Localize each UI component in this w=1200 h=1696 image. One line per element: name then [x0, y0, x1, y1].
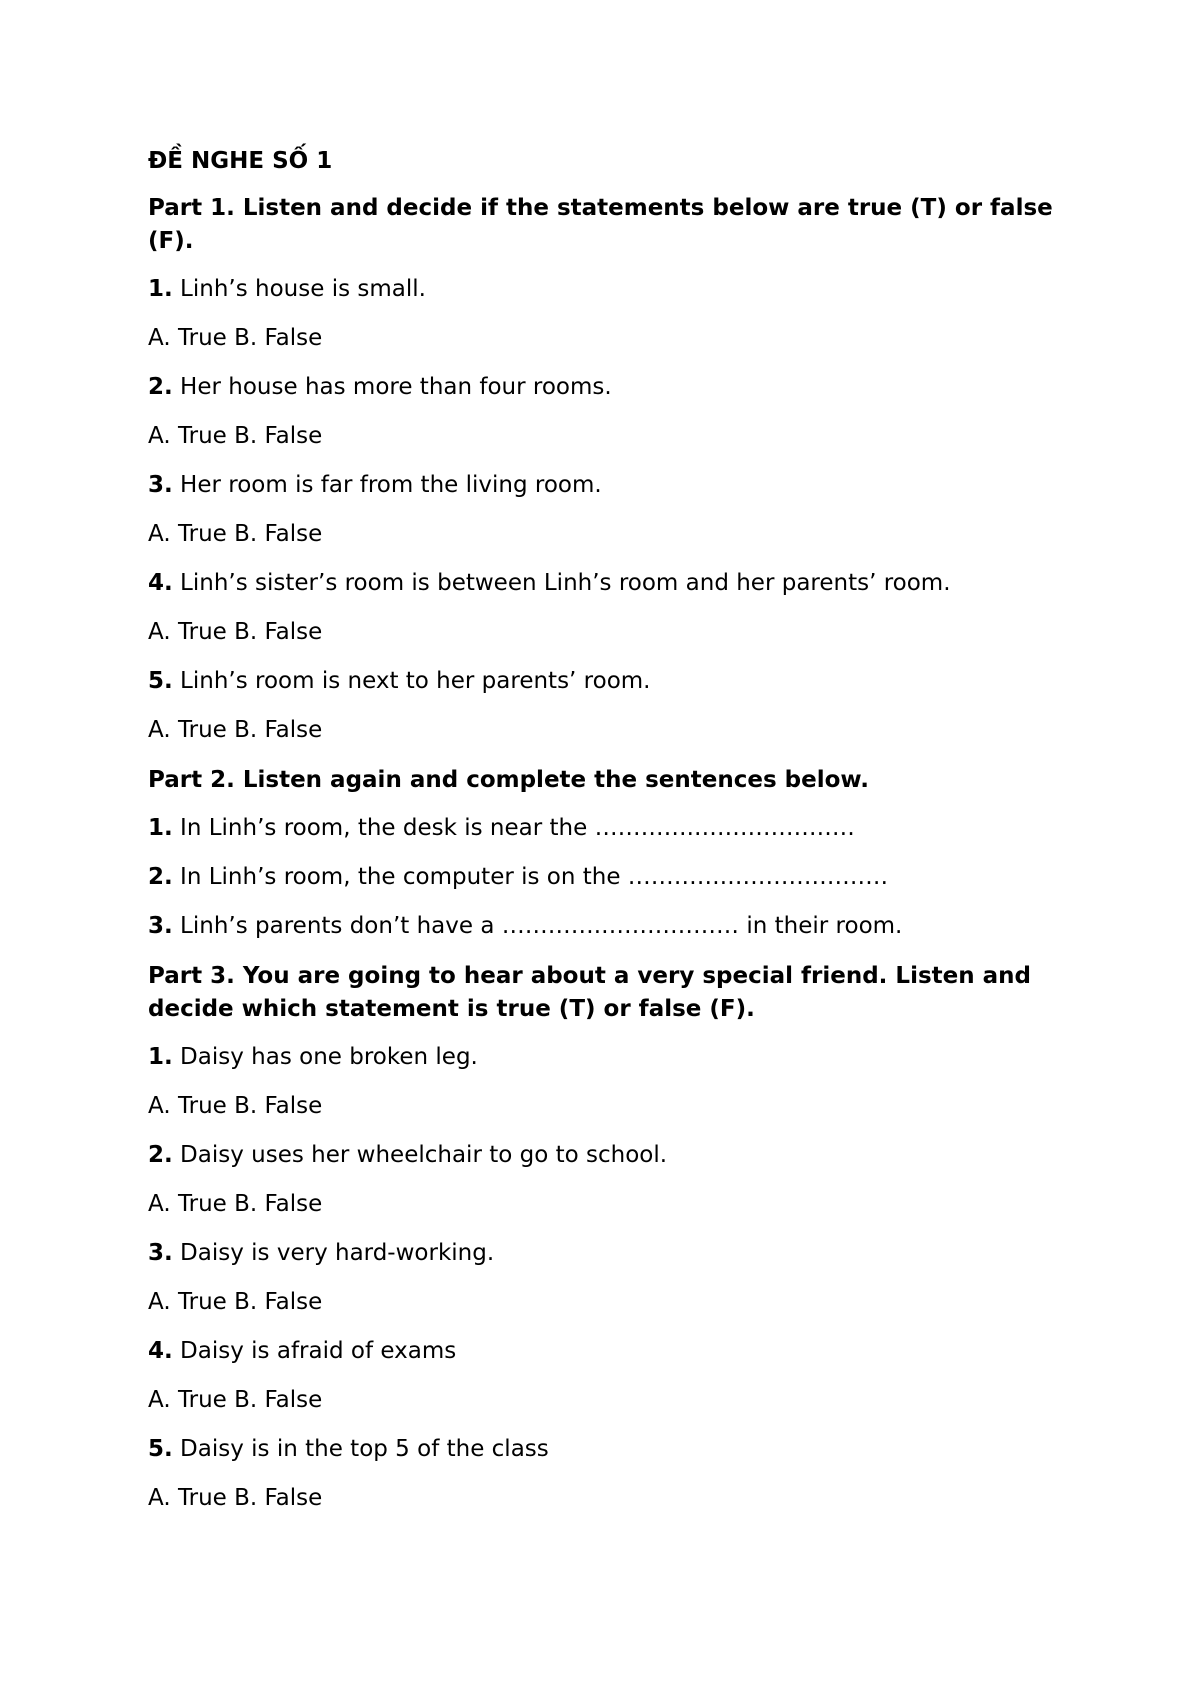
- part-3-heading: Part 3. You are going to hear about a very special friend. Listen and decide which statement is true (T) or false (F).: [148, 963, 1031, 1022]
- sentence-text: Linh’s parents don’t have a ………….……………… in their room.: [172, 913, 903, 939]
- part-3-options-1: A. True B. False: [148, 1093, 323, 1119]
- question-text: Daisy is very hard-working.: [172, 1240, 495, 1266]
- part-1-heading: Part 1. Listen and decide if the statements below are true (T) or false (F).: [148, 195, 1053, 254]
- part-3-question-1: [148, 1042, 1068, 1072]
- part-1-question-1: [148, 274, 1068, 304]
- question-text: Linh’s sister’s room is between Linh’s room and her parents’ room.: [172, 570, 951, 596]
- part-2-sentence-2: [148, 862, 1068, 892]
- part-3-options-3: A. True B. False: [148, 1289, 323, 1315]
- question-number: 2.: [148, 864, 173, 890]
- part-1-options-5: A. True B. False: [148, 717, 323, 743]
- part-1-options-3: A. True B. False: [148, 521, 323, 547]
- question-text: Her room is far from the living room.: [172, 472, 602, 498]
- question-number: 3.: [148, 472, 173, 498]
- question-number: 3.: [148, 913, 173, 939]
- part-1-options-4: A. True B. False: [148, 619, 323, 645]
- question-number: 4.: [148, 1338, 173, 1364]
- question-text: Daisy has one broken leg.: [172, 1044, 478, 1070]
- question-number: 2.: [148, 1142, 173, 1168]
- part-3-options-2: A. True B. False: [148, 1191, 323, 1217]
- sentence-text: In Linh’s room, the computer is on the ………….…………………: [172, 864, 889, 890]
- question-text: Daisy uses her wheelchair to go to school.: [172, 1142, 668, 1168]
- question-number: 1.: [148, 815, 173, 841]
- question-number: 5.: [148, 1436, 173, 1462]
- question-text: Linh’s room is next to her parents’ room.: [172, 668, 651, 694]
- part-1-options-2: A. True B. False: [148, 423, 323, 449]
- part-3-question-4: [148, 1336, 1068, 1366]
- part-3-question-5: [148, 1434, 1068, 1464]
- question-number: 4.: [148, 570, 173, 596]
- part-1-question-4: [148, 568, 1068, 598]
- part-2-sentence-1: [148, 813, 1068, 843]
- question-text: Daisy is afraid of exams: [172, 1338, 457, 1364]
- part-1-question-5: [148, 666, 1068, 696]
- part-3-options-5: A. True B. False: [148, 1485, 323, 1511]
- sentence-text: In Linh’s room, the desk is near the ………….…………………: [172, 815, 855, 841]
- part-1-options-1: A. True B. False: [148, 325, 323, 351]
- question-number: 5.: [148, 668, 173, 694]
- part-1-question-2: [148, 372, 1068, 402]
- question-text: Daisy is in the top 5 of the class: [172, 1436, 549, 1462]
- part-2-sentence-3: [148, 911, 1068, 941]
- question-number: 1.: [148, 1044, 173, 1070]
- question-number: 3.: [148, 1240, 173, 1266]
- question-number: 2.: [148, 374, 173, 400]
- document-title: ĐỀ NGHE SỐ 1: [148, 148, 333, 174]
- question-number: 1.: [148, 276, 173, 302]
- part-2-heading: Part 2. Listen again and complete the sentences below.: [148, 767, 869, 793]
- document-page: [148, 146, 1068, 1532]
- part-3-options-4: A. True B. False: [148, 1387, 323, 1413]
- part-1-question-3: [148, 470, 1068, 500]
- question-text: Her house has more than four rooms.: [172, 374, 612, 400]
- question-text: Linh’s house is small.: [172, 276, 426, 302]
- part-3-question-3: [148, 1238, 1068, 1268]
- part-3-question-2: [148, 1140, 1068, 1170]
